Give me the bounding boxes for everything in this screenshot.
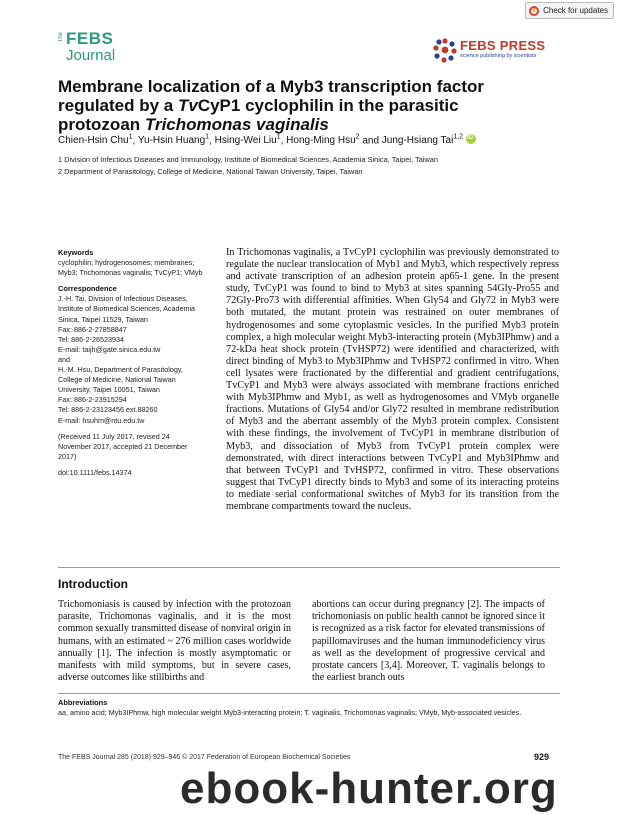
correspondence-line: College of Medicine, National Taiwan bbox=[58, 375, 176, 385]
author[interactable]: Hong-Ming Hsu$^2$ bbox=[286, 134, 360, 147]
email-link[interactable]: E-mail: taijh@gate.sinica.edu.tw bbox=[58, 344, 161, 354]
abbreviations-block bbox=[58, 698, 560, 718]
footer-citation: The FEBS Journal 285 (2018) 929–946 © 2017 Federation of European Biochemical Societies bbox=[58, 754, 351, 761]
correspondence-block bbox=[58, 284, 228, 425]
correspondence-line: Institute of Biomedical Sciences, Academia bbox=[58, 304, 196, 314]
received-line: (Received 11 July 2017, revised 24 bbox=[58, 431, 170, 441]
crossmark-icon bbox=[529, 6, 539, 16]
author-list: Chien-Hsin Chu$^1$, Yu-Hsin Huang$^1$, Hsing-Wei Liu$^1$, Hong-Ming Hsu$^2$ and Jung-Hsiang Tai$^{1,2}$iD bbox=[58, 134, 578, 146]
keywords-line: Myb3; Trichomonas vaginalis; TvCyP1; VMyb bbox=[58, 268, 203, 278]
abstract: In Trichomonas vaginalis, a TvCyP1 cyclophilin was previously demonstrated to regulate the nuclear translocation of Myb1 and Myb3, which respectively repress and activate transcription of an adhesion protein ap65-1 gene. In the present study, TvCyP1 was found to bind to Myb3 at sites spanning 54Gly-Pro55 and 72Gly-Pro73 with differential affinities. When Gly54 and Gly72 in Myb3 were both mutated, the mutant protein was restrained on outer membranes of hydrogenosomes and some cytoplasmic vesicles. In the purified Myb3 protein complex, a high molecular weight Myb3-interacting protein (Myb3IPhmw) and a 72-kDa heat shock protein (TvHSP72) were identified and characterized, with direct binding of Myb3 to Myb3IPhmw and TvHSP72 confirmed in vitro. When cell lysates were fractionated by the differential and gradient centrifugations, TvCyP1 and Myb3 were always associated with membrane fractions enriched with Myb3IPhmw and Myb1, as well as hydrogenosomes and VMyb organelle fractions. Mutations of Gly54 and/or Gly72 resulted in membrane redistribution of Myb3 and the aberrant assembly of the Myb3 protein complex. Consistent with these findings, the involvement of TvCyP1 in membrane distribution of Myb3, and dissociation of Myb3 from TvCyP1 protein complex were demonstrated, with direct interactions between TvCyP1 and Myb3IPhmw and that between TvCyP1 and TvHSP72, confirmed in vitro. These observations suggest that TvCyP1 directly binds to Myb3 and some of its interacting proteins to mediate serial conformational switches of Myb3 for its transition from the membrane compartments toward the nucleus. bbox=[226, 247, 559, 512]
page-number: 929 bbox=[534, 752, 550, 762]
febs-press-dots-icon bbox=[432, 37, 458, 63]
received-line: 2017) bbox=[58, 451, 77, 461]
author[interactable]: Jung-Hsiang Tai$^{1,2}$ bbox=[381, 134, 464, 147]
journal-logo-febs: FEBS bbox=[66, 29, 114, 48]
received-block bbox=[58, 432, 228, 462]
correspondence-line: Fax: 886-2-23915294 bbox=[58, 395, 127, 405]
abbreviations-heading: Abbreviations bbox=[58, 698, 108, 707]
email-link[interactable]: E-mail: hsuhm@ntu.edu.tw bbox=[58, 415, 145, 425]
correspondence-line: Tel: 886-2-23123456 ext.88260 bbox=[58, 405, 158, 415]
publisher-name: FEBS PRESS bbox=[460, 38, 546, 53]
received-line: November 2017, accepted 21 December bbox=[58, 441, 188, 451]
journal-logo bbox=[58, 29, 122, 69]
orcid-icon[interactable] bbox=[466, 134, 476, 144]
correspondence-heading: Correspondence bbox=[58, 284, 117, 294]
author[interactable]: Hsing-Wei Liu$^1$ bbox=[214, 134, 281, 147]
keywords-heading: Keywords bbox=[58, 248, 94, 257]
publisher-logo bbox=[432, 36, 562, 62]
introduction-heading: Introduction bbox=[58, 577, 128, 591]
keywords-line: cyclophilin; hydrogenosomes; membranes; bbox=[58, 258, 195, 268]
correspondence-line: Fax: 886-2-27858847 bbox=[58, 324, 127, 334]
introduction-column-2: abortions can occur during pregnancy [2]. The impacts of trichomoniasis on public health cannot be ignored since it is recognized as a risk factor for elevated transmissions of papillomaviruses and the human immunodeficiency virus as well as the development of progressive cervical and prostate cancers [3,4]. Moreover, T. vaginalis belongs to the earliest branch outs bbox=[312, 599, 545, 684]
title-line: regulated by a TvCyP1 cyclophilin in the parasitic bbox=[58, 96, 459, 115]
article-title bbox=[58, 77, 558, 134]
abbreviations-text: aa, amino acid; Myb3IPhmw, high molecular weight Myb3-interacting protein; T. vaginalis, Trichomonas vaginalis; VMyb, Myb-associated vesicles. bbox=[58, 708, 522, 717]
correspondence-line: University, Taipei 10051, Taiwan bbox=[58, 385, 160, 395]
author[interactable]: Chien-Hsin Chu$^1$ bbox=[58, 134, 133, 147]
title-line: protozoan Trichomonas vaginalis bbox=[58, 115, 329, 134]
section-divider bbox=[58, 567, 560, 568]
doi-link[interactable]: doi:10.1111/febs.14374 bbox=[58, 467, 132, 477]
correspondence-line: and bbox=[58, 354, 70, 364]
journal-logo-journal: Journal bbox=[66, 47, 116, 64]
journal-logo-the: The bbox=[58, 32, 64, 43]
introduction-column-1: Trichomoniasis is caused by infection with the protozoan parasite, Trichomonas vaginalis, and it is the most common sexually transmitted disease of nonviral origin in humans, with an estimated ~ 276 million cases worldwide annually [1]. The infection is mostly asymptomatic or manifests with mild symptoms, but in severe cases, adverse outcomes like stillbirths and bbox=[58, 599, 292, 684]
publisher-tagline: science publishing by scientists bbox=[460, 53, 537, 59]
abbreviations-divider bbox=[58, 693, 560, 694]
title-line: Membrane localization of a Myb3 transcription factor bbox=[58, 77, 485, 96]
affiliation-2: 2 Department of Parasitology, College of Medicine, National Taiwan University, Taipei, Taiwan bbox=[58, 167, 363, 176]
correspondence-line: J.-H. Tai, Division of Infectious Diseases, bbox=[58, 294, 188, 304]
correspondence-line: Sinica, Taipei 11529, Taiwan bbox=[58, 314, 148, 324]
correspondence-line: H.-M. Hsu, Department of Parasitology, bbox=[58, 365, 183, 375]
keywords-block bbox=[58, 248, 228, 278]
watermark: ebook-hunter.org bbox=[180, 764, 558, 813]
correspondence-line: Tel: 886-2-26523934 bbox=[58, 334, 124, 344]
check-for-updates-button[interactable] bbox=[525, 2, 614, 19]
check-for-updates-label: Check for updates bbox=[543, 6, 608, 15]
author[interactable]: Yu-Hsin Huang$^1$ bbox=[137, 134, 210, 147]
sidebar bbox=[58, 248, 228, 484]
affiliation-1: 1 Division of Infectious Diseases and Immunology, Institute of Biomedical Sciences, Academia Sinica, Taipei, Taiwan bbox=[58, 155, 438, 164]
